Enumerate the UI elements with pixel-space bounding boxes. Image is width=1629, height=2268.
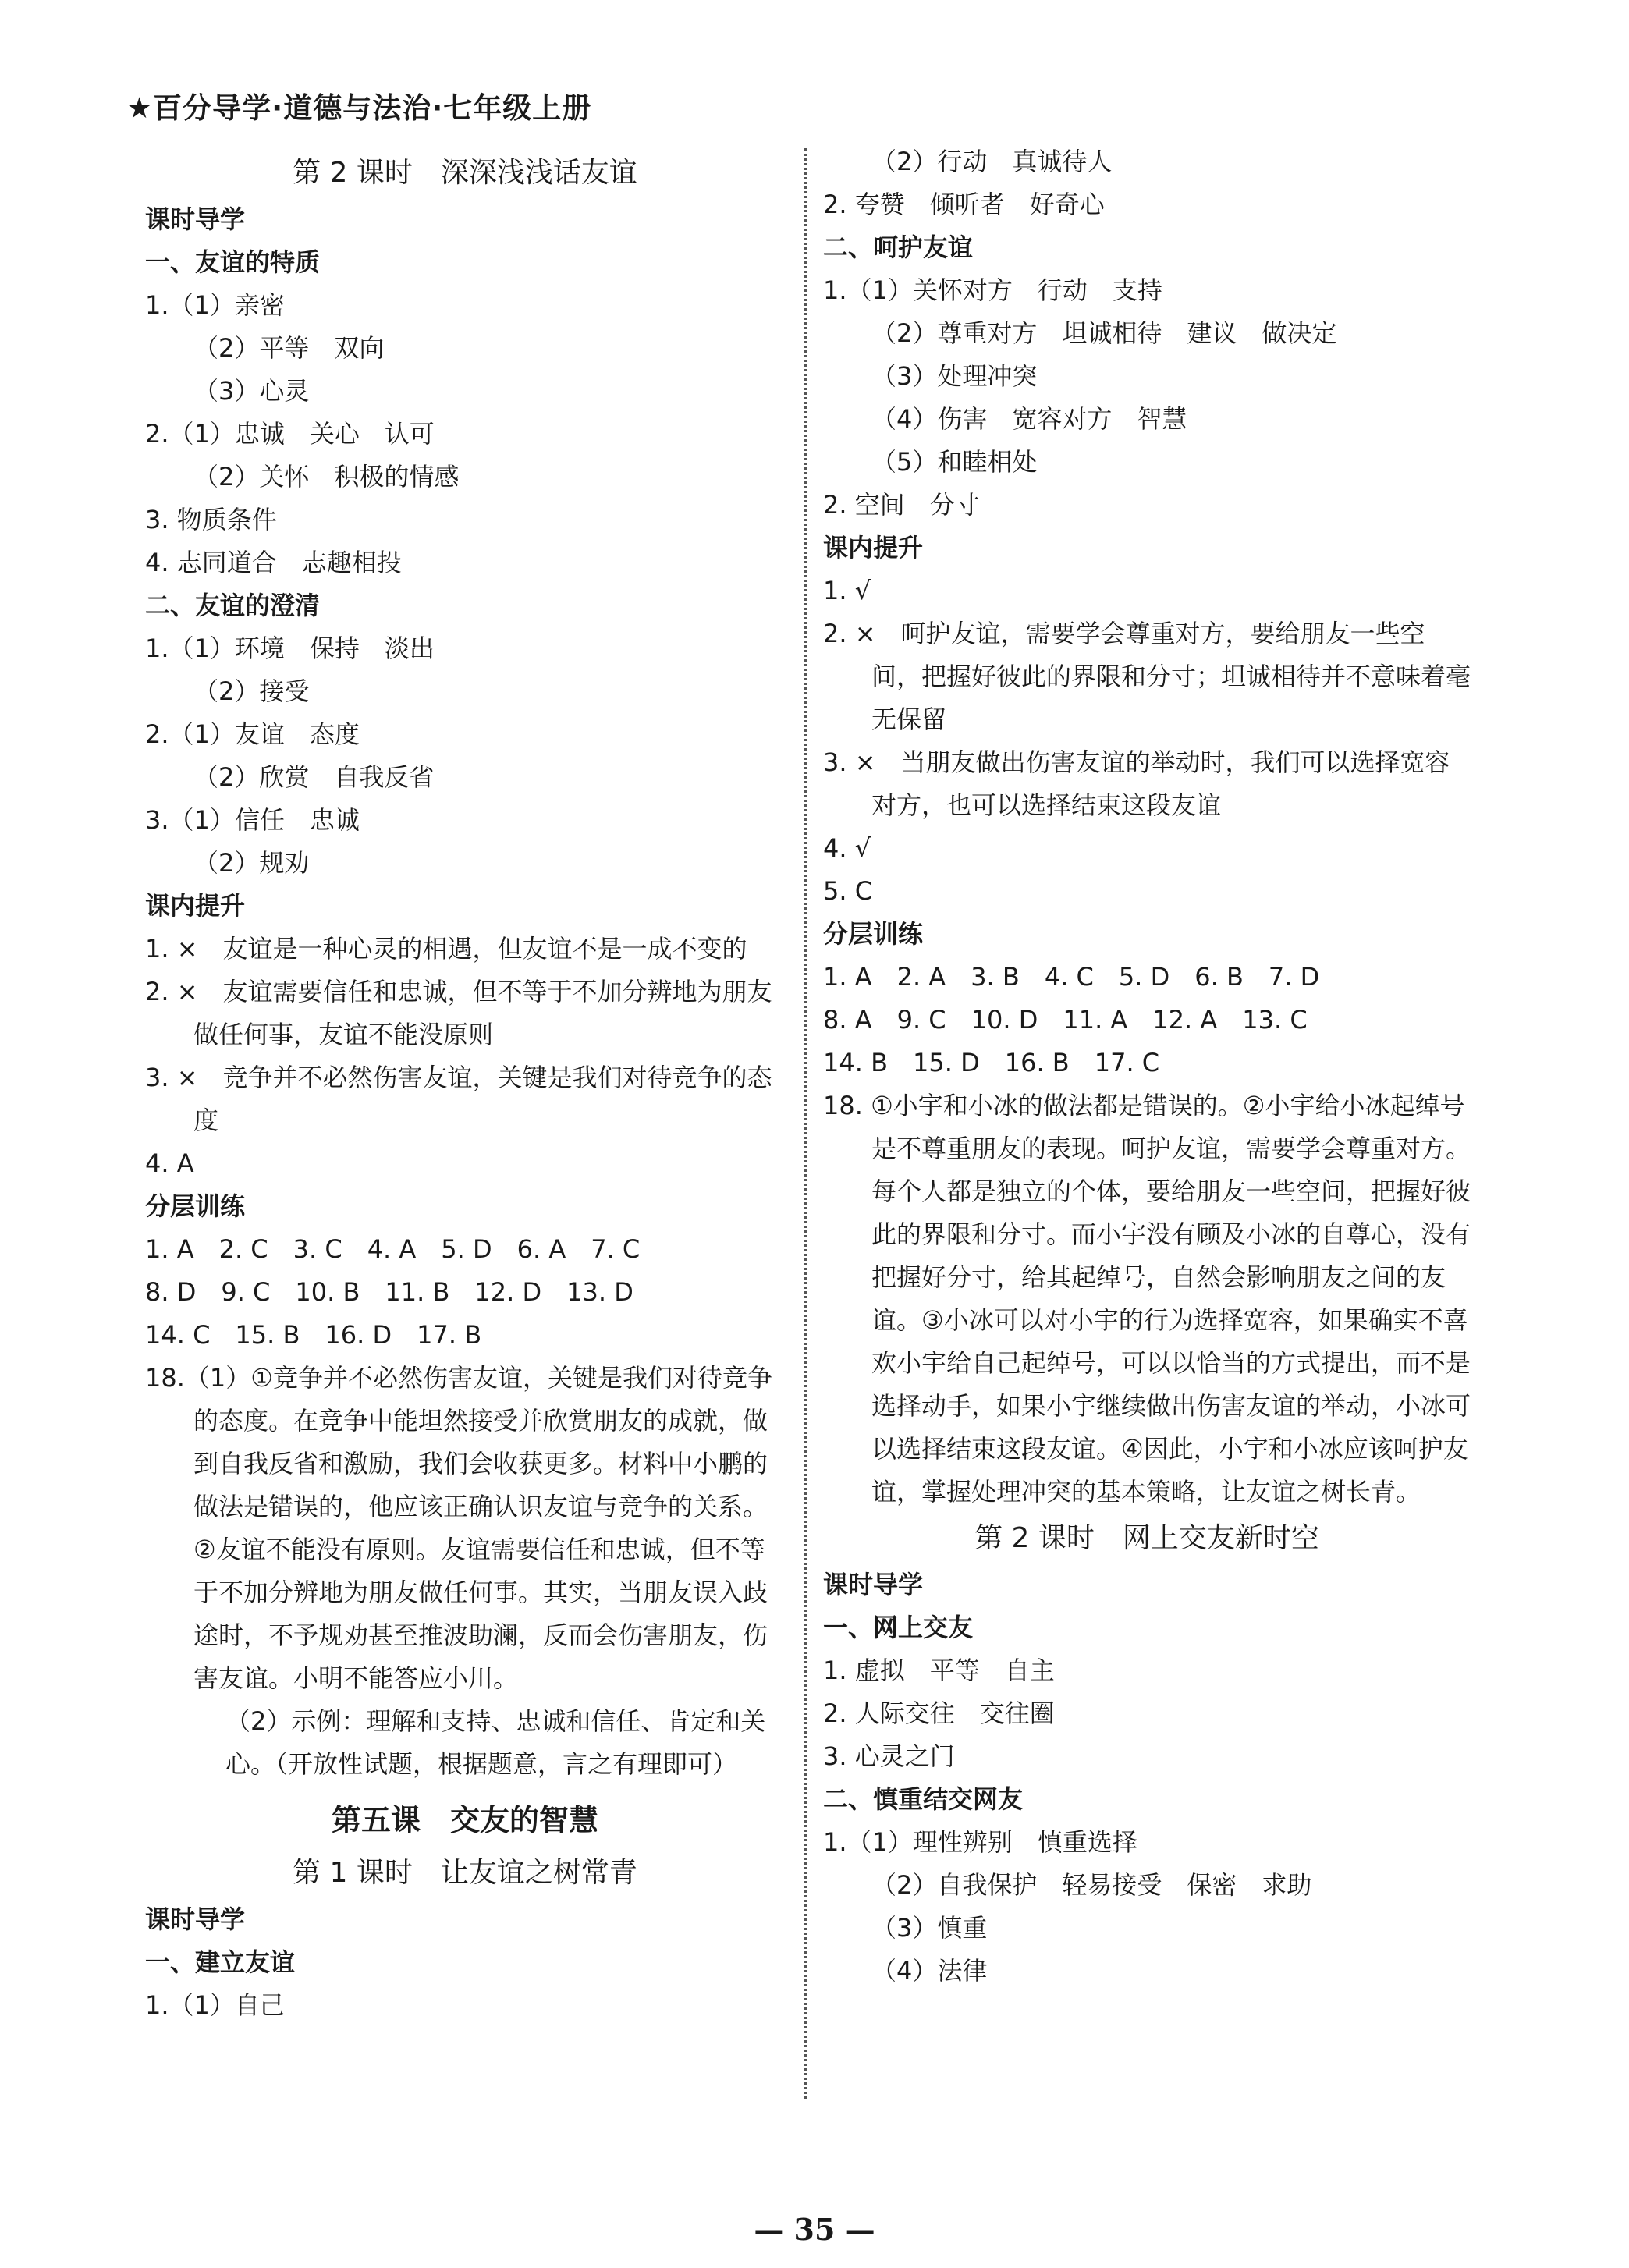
- answer-line: （3）处理冲突: [871, 361, 1038, 391]
- answer-line: 2. 人际交往 交往圈: [823, 1698, 1055, 1728]
- answer-line: 8. A 9. C 10. D 11. A 12. A 13. C: [823, 1005, 1308, 1035]
- answer-line: 3.（1）信任 忠诚: [145, 805, 360, 835]
- lesson-title: 第 2 课时 深深浅浅话友谊: [293, 157, 637, 189]
- answer-paragraph: 3. × 当朋友做出伤害友谊的举动时，我们可以选择宽容对方，也可以选择结束这段友谊: [823, 747, 1450, 820]
- subsection-heading: 一、建立友谊: [145, 1947, 296, 1977]
- answer-line: 1.（1）自己: [145, 1990, 285, 2020]
- answer-paragraph: 2. × 呵护友谊，需要学会尊重对方，要给朋友一些空间，把握好彼此的界限和分寸；坦诚相待并不意味着毫无保留: [823, 619, 1471, 734]
- lesson-title: 第 2 课时 网上交友新时空: [974, 1522, 1319, 1554]
- answer-paragraph: 18.（1）①竞争并不必然伤害友谊，关键是我们对待竞争的态度。在竞争中能坦然接受并欣赏朋友的成就，做到自我反省和激励，我们会收获更多。材料中小鹏的做法是错误的，他应该正确认识友谊与竞争的关系。②友谊不能没有原则。友谊需要信任和忠诚，但不等于不加分辨地为朋友做任何事。其实，当朋友误入歧途时，不予规劝甚至推波助澜，反而会伤害朋友，伤害友谊。小明不能答应小川。: [145, 1363, 772, 1693]
- answer-line: （3）心灵: [193, 376, 310, 406]
- answer-line: 1. 虚拟 平等 自主: [823, 1656, 1055, 1685]
- section-heading: 分层训练: [145, 1191, 246, 1221]
- answer-line: （2）尊重对方 坦诚相待 建议 做决定: [871, 318, 1337, 348]
- answer-line: （2）规劝: [193, 848, 310, 878]
- answer-line: （5）和睦相处: [871, 447, 1038, 477]
- chapter-title: 第五课 交友的智慧: [331, 1803, 598, 1837]
- answer-line: 1. A 2. A 3. B 4. C 5. D 6. B 7. D: [823, 962, 1320, 992]
- answer-line: 3. 心灵之门: [823, 1741, 955, 1771]
- subsection-heading: 二、友谊的澄清: [145, 591, 321, 620]
- subsection-heading: 二、呵护友谊: [823, 232, 974, 262]
- page-number: — 35 —: [754, 2212, 875, 2247]
- answer-line: （2）欣赏 自我反省: [193, 762, 435, 792]
- answer-line: 3. 物质条件: [145, 505, 277, 534]
- answer-line: 8. D 9. C 10. B 11. B 12. D 13. D: [145, 1277, 634, 1307]
- section-heading: 课内提升: [145, 891, 246, 921]
- answer-line: 2. 夸赞 倾听者 好奇心: [823, 190, 1105, 219]
- answer-line: （2）接受: [193, 676, 310, 706]
- answer-line: 4. A: [145, 1148, 194, 1178]
- right-column: [823, 140, 1471, 1993]
- answer-paragraph: 2. × 友谊需要信任和忠诚，但不等于不加分辨地为朋友做任何事，友谊不能没原则: [145, 977, 772, 1049]
- section-heading: 课时导学: [145, 204, 246, 234]
- subsection-heading: 二、慎重结交网友: [823, 1784, 1024, 1814]
- answer-line: （4）法律: [871, 1956, 988, 1986]
- answer-paragraph: 1. × 友谊是一种心灵的相遇，但友谊不是一成不变的: [145, 934, 747, 964]
- answer-line: （2）自我保护 轻易接受 保密 求助: [871, 1870, 1312, 1900]
- answer-line: 1.（1）关怀对方 行动 支持: [823, 275, 1162, 305]
- answer-line: （2）关怀 积极的情感: [193, 462, 460, 492]
- answer-line: 2.（1）友谊 态度: [145, 719, 360, 749]
- answer-line: 14. C 15. B 16. D 17. B: [145, 1320, 482, 1350]
- answer-line: 1.（1）亲密: [145, 290, 285, 320]
- subsection-heading: 一、友谊的特质: [145, 247, 321, 277]
- answer-line: 2.（1）忠诚 关心 认可: [145, 419, 435, 449]
- section-heading: 课时导学: [823, 1570, 924, 1599]
- subsection-heading: 一、网上交友: [823, 1613, 974, 1642]
- answer-line: 14. B 15. D 16. B 17. C: [823, 1048, 1160, 1077]
- section-heading: 课时导学: [145, 1904, 246, 1934]
- answer-line: （2）平等 双向: [193, 333, 385, 363]
- answer-line: 1. A 2. C 3. C 4. A 5. D 6. A 7. C: [145, 1234, 641, 1264]
- left-column: [145, 148, 785, 2027]
- answer-line: （3）慎重: [871, 1913, 988, 1943]
- answer-paragraph: 18. ①小宇和小冰的做法都是错误的。②小宇给小冰起绰号是不尊重朋友的表现。呵护友谊，需要学会尊重对方。每个人都是独立的个体，要给朋友一些空间，把握好彼此的界限和分寸。而小宇没有顾及小冰的自尊心，没有把握好分寸，给其起绰号，自然会影响朋友之间的友谊。③小冰可以对小宇的行为选择宽容，如果确实不喜欢小宇给自己起绰号，可以以恰当的方式提出，而不是选择动手，如果小宇继续做出伤害友谊的举动，小冰可以选择结束这段友谊。④因此，小宇和小冰应该呵护友谊，掌握处理冲突的基本策略，让友谊之树长青。: [823, 1091, 1471, 1507]
- page-header: ★百分导学·道德与法治·七年级上册: [126, 91, 592, 125]
- answer-line: 2. 空间 分寸: [823, 490, 980, 520]
- answer-line: 4. √: [823, 833, 871, 863]
- answer-paragraph: （2）示例：理解和支持、忠诚和信任、肯定和关心。（开放性试题，根据题意，言之有理即可）: [225, 1706, 766, 1779]
- section-heading: 分层训练: [823, 919, 924, 949]
- answer-line: 5. C: [823, 876, 873, 906]
- answer-line: 1.（1）理性辨别 慎重选择: [823, 1827, 1137, 1857]
- answer-paragraph: 3. × 竞争并不必然伤害友谊，关键是我们对待竞争的态度: [145, 1063, 772, 1135]
- answer-line: （4）伤害 宽容对方 智慧: [871, 404, 1187, 434]
- section-heading: 课内提升: [823, 533, 924, 563]
- lesson-title: 第 1 课时 让友谊之树常青: [293, 1857, 637, 1889]
- answer-line: 1.（1）环境 保持 淡出: [145, 634, 435, 663]
- answer-line: 4. 志同道合 志趣相投: [145, 548, 402, 577]
- answer-line: （2）行动 真诚待人: [871, 147, 1113, 176]
- answer-line: 1. √: [823, 576, 871, 605]
- column-divider: [804, 148, 807, 2099]
